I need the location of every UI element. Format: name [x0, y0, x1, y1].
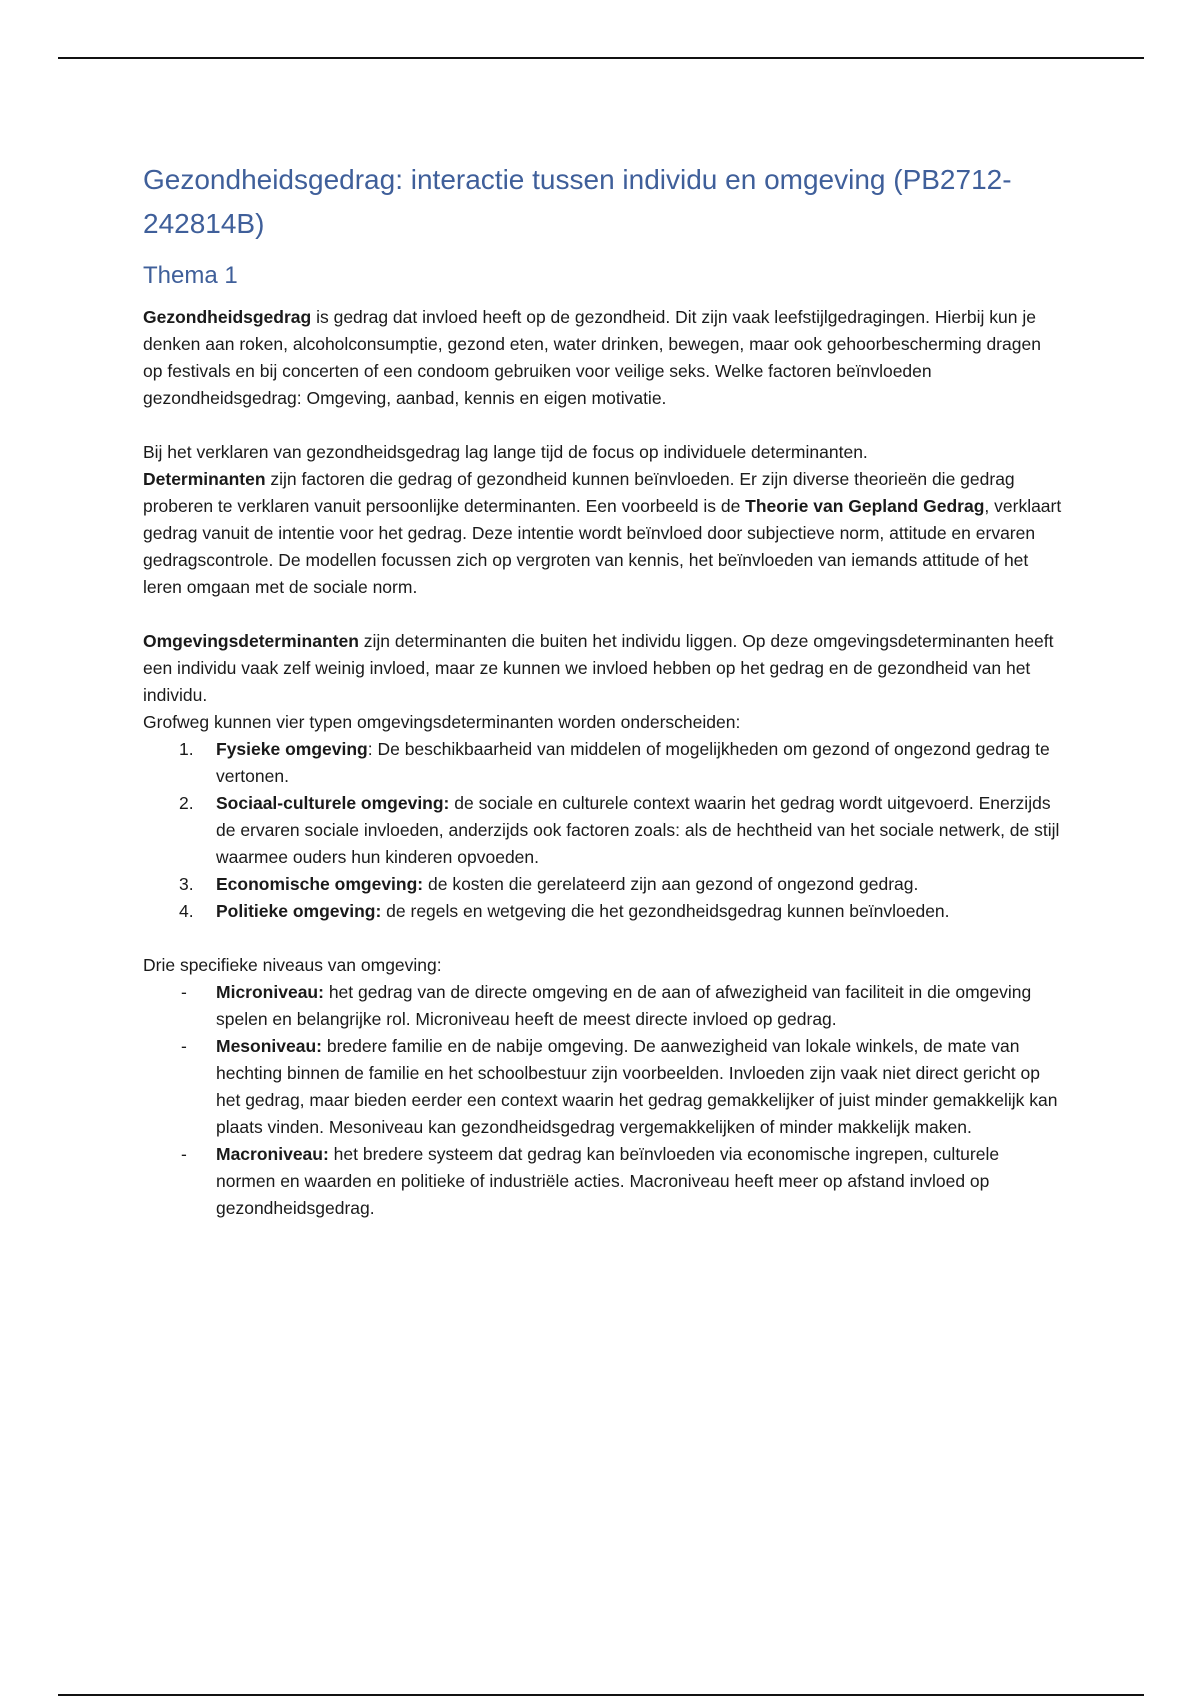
paragraph-text: zijn factoren die gedrag of gezondheid kunnen beïnvloeden. Er zijn diverse theorieën die gedrag proberen te verklaren vanuit persoonlijke determinanten. Een voorbeeld is de — [143, 469, 1015, 516]
list-item — [143, 790, 1063, 871]
paragraph-determinanten — [143, 439, 1063, 601]
list-dash: - — [181, 1144, 187, 1164]
list-item-term: Mesoniveau: — [216, 1036, 322, 1056]
term-gezondheidsgedrag: Gezondheidsgedrag — [143, 307, 312, 327]
list-item — [143, 736, 1063, 790]
list-item — [143, 871, 1063, 898]
list-number: 2. — [179, 793, 194, 813]
list-item — [143, 979, 1063, 1033]
levels-intro: Drie specifieke niveaus van omgeving: — [143, 955, 442, 975]
paragraph-intro: Bij het verklaren van gezondheidsgedrag lag lange tijd de focus op individuele determinanten. — [143, 442, 868, 462]
list-item-term: Sociaal-culturele omgeving: — [216, 793, 450, 813]
page-bottom-rule — [58, 1694, 1144, 1696]
list-dash: - — [181, 982, 187, 1002]
paragraph-text: zijn determinanten die buiten het individu liggen. Op deze omgevingsdeterminanten heeft een individu vaak zelf weinig invloed, maar ze kunnen we invloed hebben op het gedrag en de gezondheid van het individu. — [143, 631, 1054, 705]
list-item-term: Macroniveau: — [216, 1144, 329, 1164]
list-number: 3. — [179, 874, 194, 894]
list-item — [143, 1033, 1063, 1141]
list-item-text: het bredere systeem dat gedrag kan beïnvloeden via economische ingrepen, culturele normen en waarden en politieke of industriële acties. Macroniveau heeft meer op afstand invloed op gezondheidsgedrag. — [216, 1144, 1000, 1218]
list-item-text: de regels en wetgeving die het gezondheidsgedrag kunnen beïnvloeden. — [381, 901, 950, 921]
list-item-text: : De beschikbaarheid van middelen of mogelijkheden om gezond of ongezond gedrag te vertonen. — [216, 739, 1050, 786]
list-item-term: Fysieke omgeving — [216, 739, 368, 759]
term-omgevingsdeterminanten: Omgevingsdeterminanten — [143, 631, 359, 651]
list-dash: - — [181, 1036, 187, 1056]
list-item — [143, 1141, 1063, 1222]
list-number: 1. — [179, 739, 194, 759]
paragraph-text: is gedrag dat invloed heeft op de gezondheid. Dit zijn vaak leefstijlgedragingen. Hierbij kun je denken aan roken, alcoholconsumptie, gezond eten, water drinken, bewegen, maar ook gehoorbescherming dragen op festivals en bij concerten of een condoom gebruiken voor veilige seks. Welke factoren beïnvloeden gezondheidsgedrag: Omgeving, aanbad, kennis en eigen motivatie. — [143, 307, 1041, 408]
page-top-rule — [58, 57, 1144, 59]
omgeving-types-list — [143, 736, 1063, 925]
paragraph-gezondheidsgedrag — [143, 304, 1063, 412]
list-intro: Grofweg kunnen vier typen omgevingsdeterminanten worden onderscheiden: — [143, 712, 741, 732]
list-item-text: de sociale en culturele context waarin het gedrag wordt uitgevoerd. Enerzijds de ervaren sociale invloeden, anderzijds ook factoren zoals: als de hechtheid van het sociale netwerk, de stijl waarmee ouders hun kinderen opvoeden. — [216, 793, 1060, 867]
list-item-term: Economische omgeving: — [216, 874, 424, 894]
list-item-text: het gedrag van de directe omgeving en de aan of afwezigheid van faciliteit in die omgeving spelen en belangrijke rol. Microniveau heeft de meest directe invloed op gedrag. — [216, 982, 1032, 1029]
list-number: 4. — [179, 901, 194, 921]
list-item-term: Politieke omgeving: — [216, 901, 382, 921]
paragraph-omgevingsdeterminanten — [143, 628, 1063, 736]
omgeving-levels-list — [143, 979, 1063, 1222]
term-theorie-gepland-gedrag: Theorie van Gepland Gedrag — [745, 496, 985, 516]
document-body — [143, 158, 1063, 1222]
document-title: Gezondheidsgedrag: interactie tussen individu en omgeving (PB2712-242814B) — [143, 164, 1012, 239]
list-item — [143, 898, 1063, 925]
list-item-term: Microniveau: — [216, 982, 324, 1002]
list-item-text: bredere familie en de nabije omgeving. De aanwezigheid van lokale winkels, de mate van hechting binnen de familie en het schoolbestuur zijn voorbeelden. Invloeden zijn vaak niet direct gericht op het gedrag, maar bieden eerder een context waarin het gedrag gemakkelijker of juist minder gemakkelijk kan plaats vinden. Mesoniveau kan gezondheidsgedrag vergemakkelijken of minder makkelijk maken. — [216, 1036, 1058, 1137]
section-heading: Thema 1 — [143, 262, 238, 289]
term-determinanten: Determinanten — [143, 469, 266, 489]
paragraph-text: , verklaart gedrag vanuit de intentie voor het gedrag. Deze intentie wordt beïnvloed door subjectieve norm, attitude en ervaren gedragscontrole. De modellen focussen zich op vergroten van kennis, het beïnvloeden van iemands attitude of het leren omgaan met de sociale norm. — [143, 496, 1062, 597]
list-item-text: de kosten die gerelateerd zijn aan gezond of ongezond gedrag. — [423, 874, 919, 894]
